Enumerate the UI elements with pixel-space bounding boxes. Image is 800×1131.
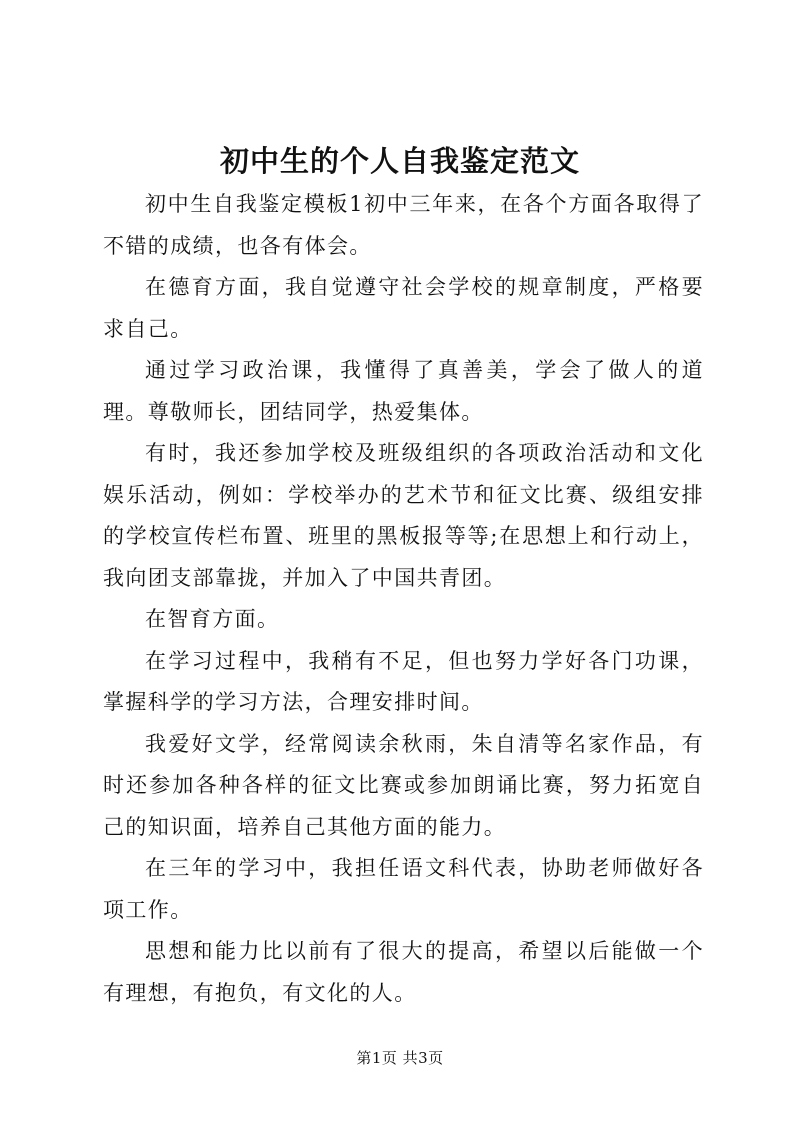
paragraph: 有时，我还参加学校及班级组织的各项政治活动和文化娱乐活动，例如：学校举办的艺术节和征文比赛、级组安排的学校宣传栏布置、班里的黑板报等等;在思想上和行动上，我向团支部靠拢，并加入了中国共青团。 <box>103 441 704 590</box>
paragraph: 在三年的学习中，我担任语文科代表，协助老师做好各项工作。 <box>103 856 704 922</box>
paragraph: 我爱好文学，经常阅读余秋雨，朱自清等名家作品，有时还参加各种各样的征文比赛或参加朗诵比赛，努力拓宽自己的知识面，培养自己其他方面的能力。 <box>103 731 704 839</box>
document-title: 初中生的个人自我鉴定范文 <box>219 144 580 178</box>
paragraph: 通过学习政治课，我懂得了真善美，学会了做人的道理。尊敬师长，团结同学，热爱集体。 <box>103 358 704 424</box>
document-body <box>103 184 704 1014</box>
page-number-footer: 第1页 共3页 <box>356 1049 444 1067</box>
paragraph: 在德育方面，我自觉遵守社会学校的规章制度，严格要求自己。 <box>103 275 704 341</box>
paragraph: 在智育方面。 <box>145 607 280 631</box>
paragraph: 在学习过程中，我稍有不足，但也努力学好各门功课，掌握科学的学习方法，合理安排时间。 <box>103 648 704 714</box>
paragraph: 思想和能力比以前有了很大的提高，希望以后能做一个有理想，有抱负，有文化的人。 <box>103 939 704 1005</box>
paragraph: 初中生自我鉴定模板1初中三年来，在各个方面各取得了不错的成绩，也各有体会。 <box>103 192 704 258</box>
